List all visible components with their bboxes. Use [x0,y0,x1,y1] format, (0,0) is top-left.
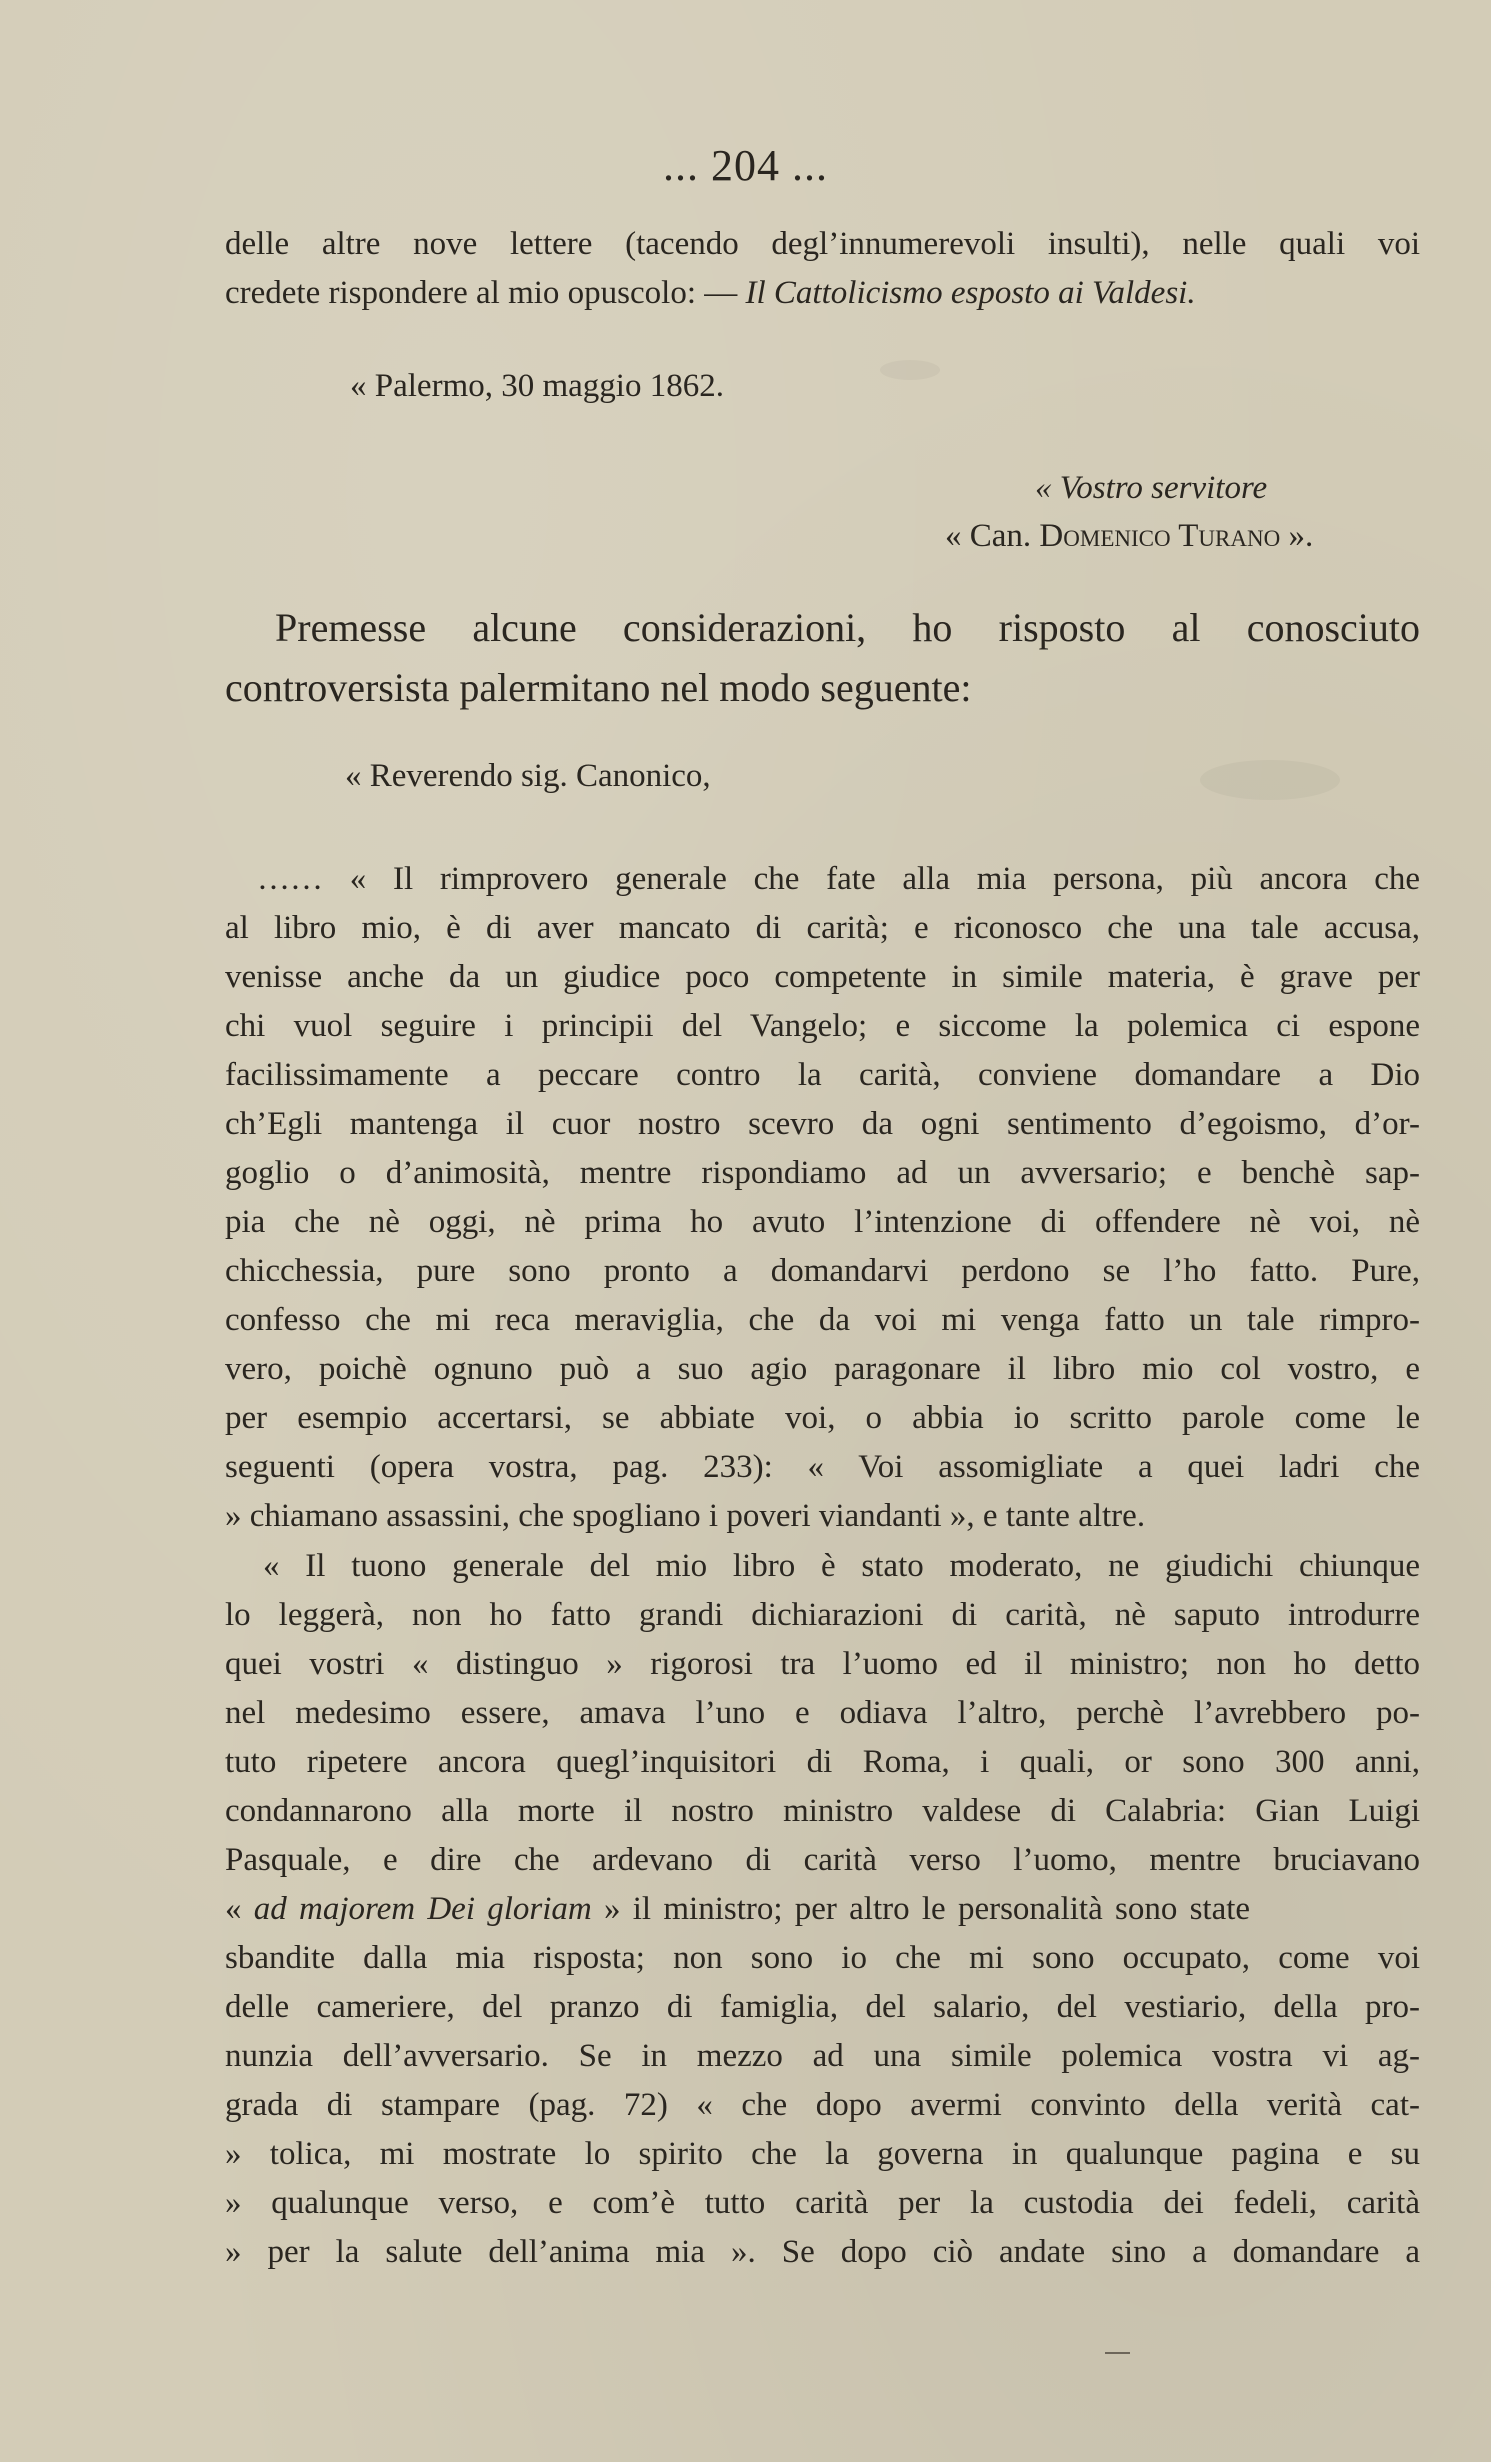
text-line: …… « Il rimprovero generale che fate alla mia persona, più ancora che [257,861,1420,897]
text-line: nunzia dell’avversario. Se in mezzo ad una simile polemica vostra vi ag- [225,2038,1420,2074]
text-line: » per la salute dell’anima mia ». Se dopo ciò andate sino a domandare a [225,2234,1420,2270]
paragraph-1 [225,855,1420,1541]
text-line: seguenti (opera vostra, pag. 233): « Voi assomigliate a quei ladri che [225,1449,1420,1485]
text-line: nel medesimo essere, amava l’uno e odiava l’altro, perchè l’avrebbero po- [225,1695,1420,1731]
page-number: ... 204 ... [663,141,828,190]
text-line: pia che nè oggi, nè prima ho avuto l’intenzione di offendere nè voi, nè [225,1204,1420,1240]
text-line: condannarono alla morte il nostro ministro valdese di Calabria: Gian Luigi [225,1793,1420,1829]
text-line: chi vuol seguire i principii del Vangelo; e siccome la polemica ci espone [225,1008,1420,1044]
paragraph-2 [225,1542,1420,2277]
text-line: confesso che mi reca meraviglia, che da voi mi venga fatto un tale rimpro- [225,1302,1420,1338]
signature-closing: « Vostro servitore [1035,470,1268,506]
signature-name-line [945,518,1313,555]
text-line: per esempio accertarsi, se abbiate voi, o abbia io scritto parole come le [225,1400,1420,1436]
text-line: tuto ripetere ancora quegl’inquisitori di Roma, i quali, or sono 300 anni, [225,1744,1420,1780]
text-fragment: » il ministro; per altro le personalità sono state [591,1891,1251,1927]
salutation: « Reverendo sig. Canonico, [345,758,711,794]
footer-rule [1105,2352,1130,2354]
text-line: quei vostri « distinguo » rigorosi tra l’uomo ed il ministro; non ho detto [225,1646,1420,1682]
text-line: » tolica, mi mostrate lo spirito che la governa in qualunque pagina e su [225,2136,1420,2172]
text-fragment: credete rispondere al mio opuscolo: — [225,275,746,311]
signature-prefix: « Can. [945,518,1040,554]
text-line: facilissimamente a peccare contro la carità, conviene domandare a Dio [225,1057,1420,1093]
text-line: al libro mio, è di aver mancato di carità; e riconosco che una tale accusa, [225,910,1420,946]
dateline: « Palermo, 30 maggio 1862. [350,368,724,404]
signature-name: Domenico Turano [1039,518,1281,554]
text-line: venisse anche da un giudice poco competente in simile materia, è grave per [225,959,1420,995]
paper-stain [1200,760,1340,800]
book-title: Il Cattolicismo esposto ai Valdesi. [745,275,1196,311]
heading-line: Premesse alcune considerazioni, ho risposto al conosciuto [275,605,1420,650]
text-line: Pasquale, e dire che ardevano di carità verso l’uomo, mentre bruciavano [225,1842,1420,1878]
opening-lines [225,220,1420,318]
text-line: vero, poichè ognuno può a suo agio paragonare il libro mio col vostro, e [225,1351,1420,1387]
text-line: « Il tuono generale del mio libro è stato moderato, ne giudichi chiunque [263,1548,1420,1584]
heading-line: controversista palermitano nel modo seguente: [225,665,972,710]
signature-suffix: ». [1280,518,1314,554]
text-line: ch’Egli mantenga il cuor nostro scevro da ogni sentimento d’egoismo, d’or- [225,1106,1420,1142]
text-line [225,1885,1420,1934]
text-line: delle cameriere, del pranzo di famiglia, del salario, del vestiario, della pro- [225,1989,1420,2025]
text-line: grada di stampare (pag. 72) « che dopo avermi convinto della verità cat- [225,2087,1420,2123]
text-fragment: « [225,1891,254,1927]
text-line [225,269,1420,318]
latin-phrase: ad majorem Dei gloriam [253,1891,592,1927]
text-line: » qualunque verso, e com’è tutto carità per la custodia dei fedeli, carità [225,2185,1420,2221]
text-line: chicchessia, pure sono pronto a domandarvi perdono se l’ho fatto. Pure, [225,1253,1420,1289]
text-line: goglio o d’animosità, mentre rispondiamo ad un avversario; e benchè sap- [225,1155,1420,1191]
text-line: lo leggerà, non ho fatto grandi dichiarazioni di carità, nè saputo introdurre [225,1597,1420,1633]
text-line: sbandite dalla mia risposta; non sono io che mi sono occupato, come voi [225,1940,1420,1976]
paper-stain [880,360,940,380]
text-line: delle altre nove lettere (tacendo degl’innumerevoli insulti), nelle quali voi [225,226,1420,262]
text-line: » chiamano assassini, che spogliano i poveri viandanti », e tante altre. [225,1498,1146,1534]
section-heading [225,598,1420,718]
